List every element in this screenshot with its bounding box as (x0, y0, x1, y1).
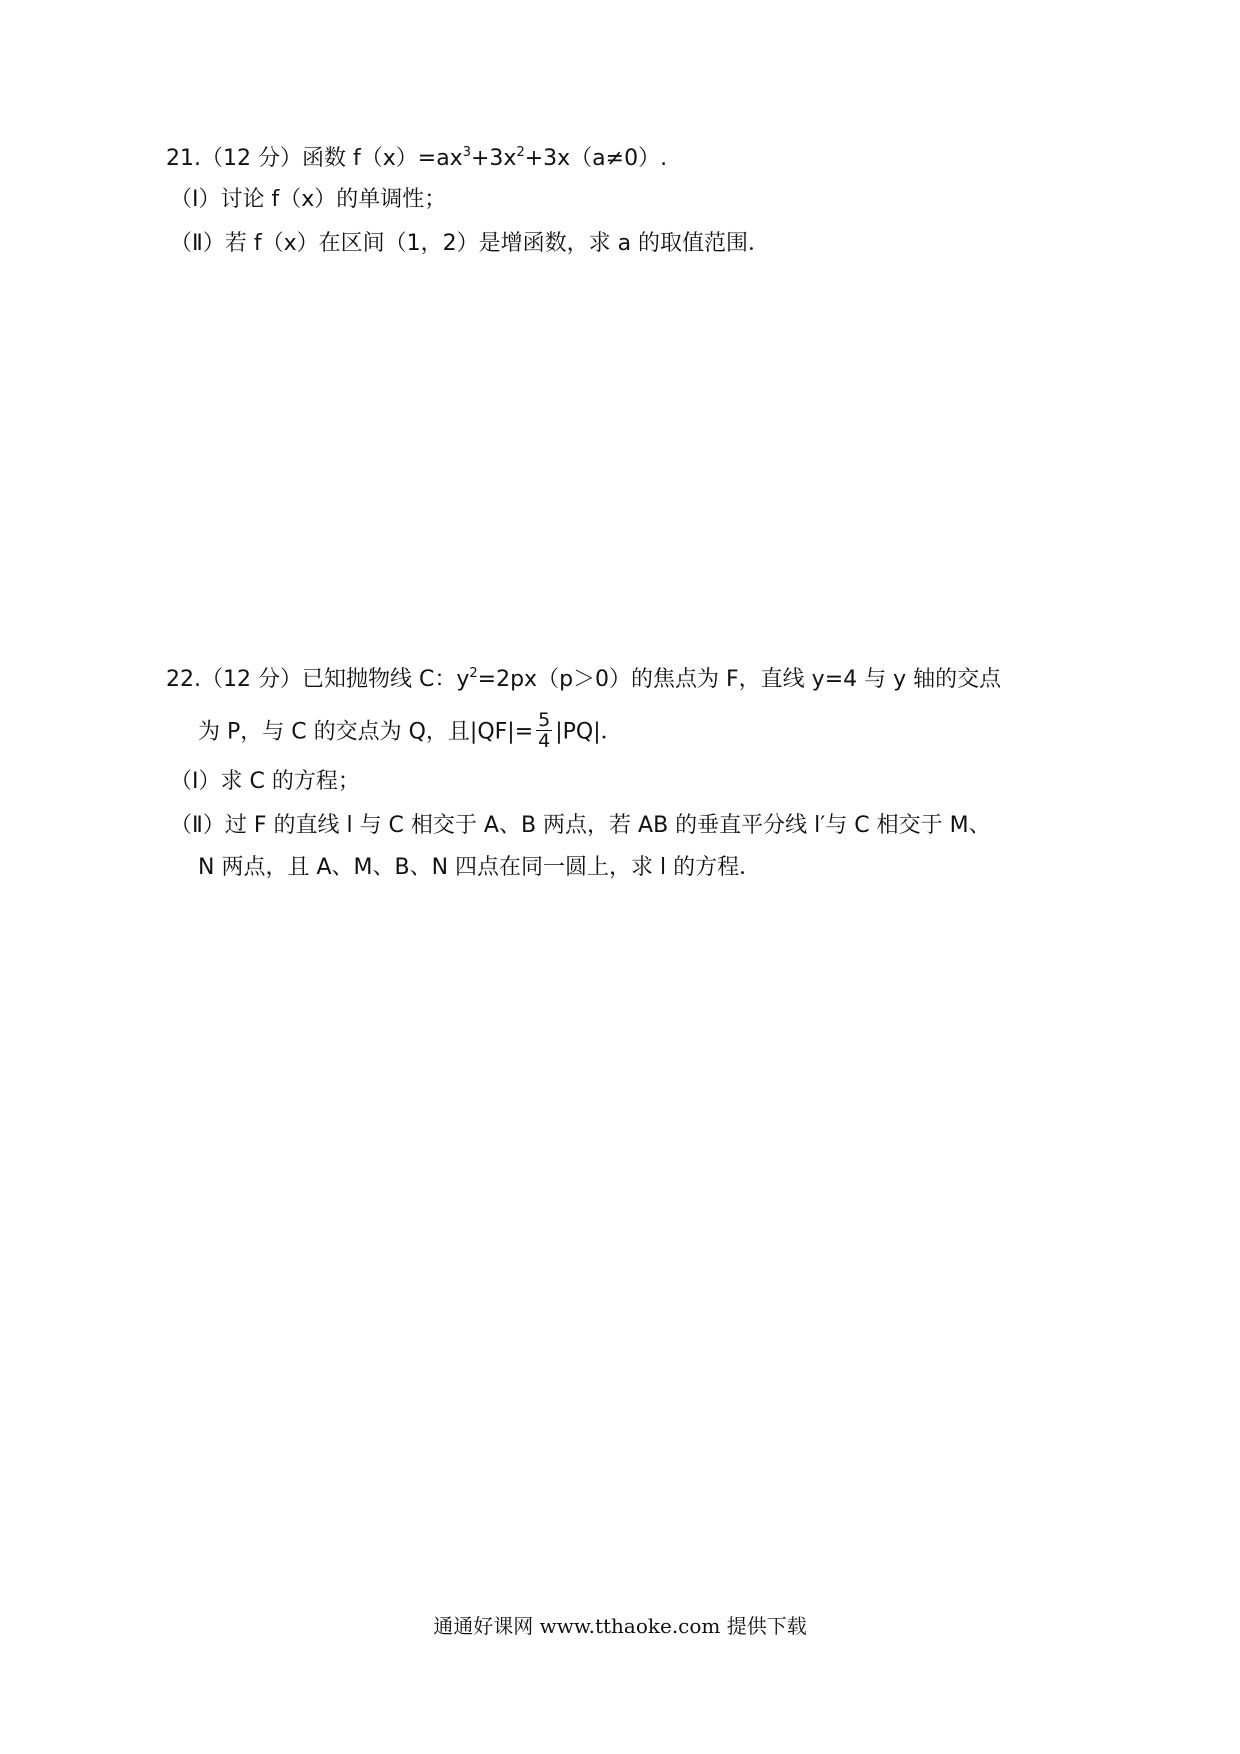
question-22-points: （12 分） (201, 667, 302, 692)
question-22-part-1: （Ⅰ）求 C 的方程； (170, 769, 360, 794)
question-21-stem-end: +3x（a≠0）. (524, 146, 668, 171)
fraction-numerator: 5 (538, 709, 551, 731)
question-21-part-1: （Ⅰ）讨论 f（x）的单调性； (170, 187, 447, 212)
question-21-stem-middle: +3x (470, 146, 517, 171)
question-22-part-2-continued: N 两点，且 A、M、B、N 四点在同一圆上，求 l 的方程． (198, 855, 762, 880)
question-22-stem-end: =2px（p＞0）的焦点为 F，直线 y=4 与 y 轴的交点 (477, 667, 1002, 692)
question-22-exponent: 2 (469, 666, 478, 681)
fraction-five-fourths (536, 710, 552, 751)
question-21-exponent-1: 3 (462, 145, 471, 160)
question-22-number: 22. (166, 667, 201, 692)
question-22-line2-end: |PQ|． (555, 719, 623, 745)
question-22-stem-text: 已知抛物线 C：y (302, 667, 470, 692)
question-22-line2-text: 为 P，与 C 的交点为 Q，且|QF|= (198, 719, 534, 745)
question-21-part-2: （Ⅱ）若 f（x）在区间（1，2）是增函数，求 a 的取值范围． (170, 231, 771, 256)
question-21-stem (166, 144, 667, 174)
question-21-points: （12 分） (201, 146, 302, 171)
question-22-stem (166, 665, 1001, 695)
fraction-denominator: 4 (538, 730, 551, 752)
question-21-stem-text: 函数 f（x）=ax (302, 146, 463, 171)
question-21-exponent-2: 2 (516, 145, 525, 160)
question-21-number: 21. (166, 146, 201, 171)
page-footer: 通通好课网 www.tthaoke.com 提供下载 (433, 1614, 807, 1638)
question-22-stem-continued (198, 709, 623, 753)
question-22-part-2: （Ⅱ）过 F 的直线 l 与 C 相交于 A、B 两点，若 AB 的垂直平分线 l′与 C 相交于 M、 (170, 813, 991, 838)
